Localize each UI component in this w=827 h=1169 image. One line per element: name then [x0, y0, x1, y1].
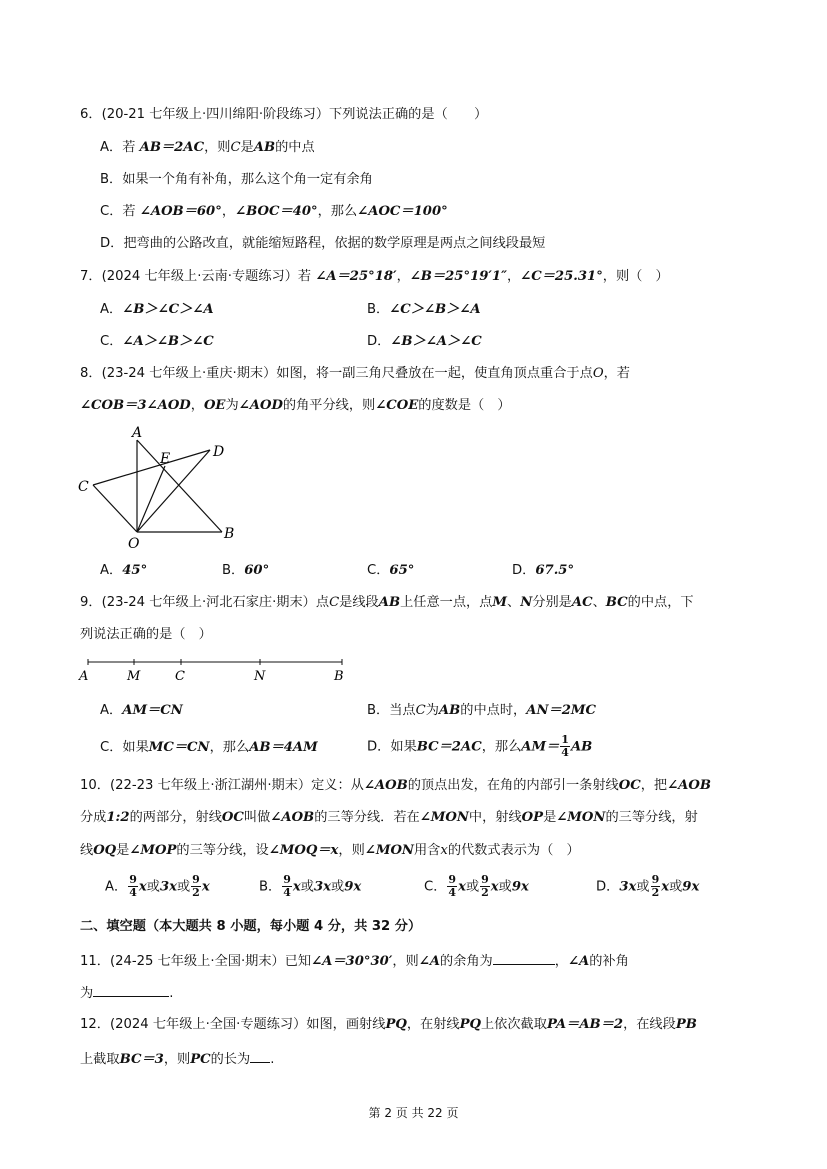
q9-stem-line2: 列说法正确的是（ ） — [80, 627, 212, 642]
q7-option-b: B．∠C＞∠B＞∠A — [367, 302, 481, 317]
q10-stem-line3: 线OQ是∠MOP的三等分线，设∠MOQ＝x，则∠MON用含x的代数式表示为（ ） — [80, 843, 580, 858]
q6-option-c: C．若 ∠AOB＝60°，∠BOC＝40°，那么∠AOC＝100° — [100, 204, 448, 219]
q9-option-d: D．如果BC＝2AC，那么AM＝ $\frac{1}{4}$ AB — [367, 733, 593, 759]
label-b: B — [224, 526, 235, 542]
q8-stem-line1: 8．(23-24 七年级上·重庆·期末）如图，将一副三角尺叠放在一起，使直角顶点重合于点O，若 — [80, 366, 630, 381]
q9-option-b: B．当点C为AB的中点时，AN＝2MC — [367, 703, 596, 718]
q12-stem-line1: 12．(2024 七年级上·全国·专题练习）如图，画射线PQ，在射线PQ上依次截取PA＝AB＝2，在线段PB — [80, 1017, 697, 1032]
q7-option-d: D．∠B＞∠A＞∠C — [367, 334, 482, 349]
q8-stem-line2: ∠COB＝3∠AOD，OE为∠AOD的角平分线，则∠COE的度数是（ ） — [80, 398, 511, 413]
q9-stem-line1: 9．(23-24 七年级上·河北石家庄·期末）点C是线段AB上任意一点，点M、N分别是AC、BC的中点，下 — [80, 595, 694, 610]
label-d: D — [213, 444, 225, 460]
q10-option-c: C． $\frac{9}{4}$ x或 $\frac{9}{2}$ x或9x — [424, 873, 529, 899]
answer-blank[interactable] — [493, 951, 555, 965]
fraction: $\frac{9}{2}$ — [481, 873, 489, 899]
q8-option-c: C．65° — [367, 563, 415, 578]
label-c: C — [175, 669, 185, 684]
q6-option-d: D．把弯曲的公路改直，就能缩短路程，依据的数学原理是两点之间线段最短 — [100, 236, 546, 251]
q7-option-a: A．∠B＞∠C＞∠A — [100, 302, 214, 317]
q8-option-b: B．60° — [222, 563, 270, 578]
fraction: $\frac{9}{4}$ — [448, 873, 457, 899]
answer-blank[interactable] — [250, 1049, 270, 1063]
q10-option-a: A． $\frac{9}{4}$ x或3x或 $\frac{9}{2}$ x — [105, 873, 210, 899]
answer-blank[interactable] — [93, 983, 169, 997]
label-a: A — [79, 669, 89, 684]
q9-option-a: A．AM＝CN — [100, 703, 183, 718]
section-fill-in-blank-heading: 二、填空题（本大题共 8 小题，每小题 4 分，共 32 分） — [80, 919, 422, 934]
label-a: A — [132, 425, 143, 441]
q7-stem: 7．(2024 七年级上·云南·专题练习）若 ∠A＝25°18′，∠B＝25°19′1″，∠C＝25.31°，则（ ） — [80, 269, 669, 284]
q12-stem-line2: 上截取BC＝3，则PC的长为 . — [80, 1049, 274, 1069]
fraction: $\frac{9}{4}$ — [283, 873, 291, 899]
q6-option-b: B．如果一个角有补角，那么这个角一定有余角 — [100, 172, 373, 187]
q10-stem-line2: 分成1:2的两部分，射线OC叫做∠AOB的三等分线．若在∠MON中，射线OP是∠MON的三等分线，射 — [80, 810, 698, 825]
q6-stem: 6．(20-21 七年级上·四川绵阳·阶段练习）下列说法正确的是（ ） — [80, 107, 488, 122]
line-oe — [137, 466, 165, 532]
line-oc — [93, 485, 137, 532]
label-b: B — [334, 669, 344, 684]
label-e: E — [160, 451, 171, 467]
label-o: O — [128, 536, 140, 552]
q9-segment-figure — [76, 652, 356, 686]
q10-option-b: B． $\frac{9}{4}$ x或3x或9x — [259, 873, 362, 899]
label-m: M — [127, 669, 141, 684]
q8-option-d: D．67.5° — [512, 563, 575, 578]
q9-option-c: C．如果MC＝CN，那么AB＝4AM — [100, 740, 318, 755]
q11-stem-line1: 11．(24-25 七年级上·全国·期末）已知∠A＝30°30′，则∠A的余角为 ，∠A的补角 — [80, 951, 629, 971]
q11-stem-line2: 为 . — [80, 983, 173, 1003]
q8-triangle-figure — [76, 422, 246, 552]
q10-stem-line1: 10．(22-23 七年级上·浙江湖州·期末）定义：从∠AOB的顶点出发，在角的内部引一条射线OC，把∠AOB — [80, 778, 712, 793]
q6-option-a: A．若 AB＝2AC，则C是AB的中点 — [100, 140, 315, 155]
q7-option-c: C．∠A＞∠B＞∠C — [100, 334, 214, 349]
label-c: C — [78, 479, 89, 495]
label-n: N — [254, 669, 266, 684]
q10-option-d: D．3x或 $\frac{9}{2}$ x或9x — [596, 873, 700, 899]
fraction: $\frac{9}{2}$ — [651, 873, 660, 899]
fraction: $\frac{9}{2}$ — [192, 873, 200, 899]
line-od — [137, 450, 210, 532]
fraction: $\frac{9}{4}$ — [129, 873, 137, 899]
q8-option-a: A．45° — [100, 563, 148, 578]
fraction-one-quarter: $\frac{1}{4}$ — [561, 733, 569, 759]
page-footer: 第 2 页 共 22 页 — [368, 1106, 459, 1120]
